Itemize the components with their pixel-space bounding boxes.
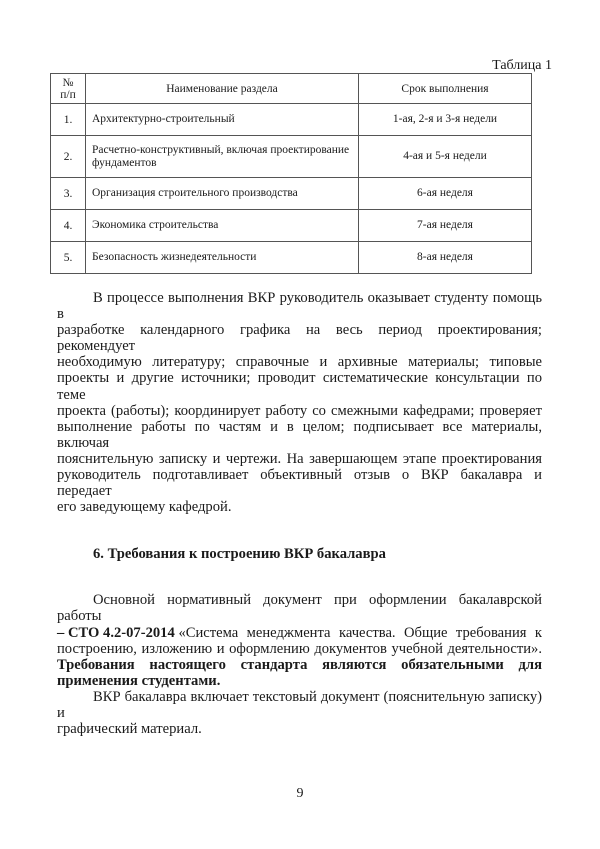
text-line: графический материал. — [57, 721, 202, 738]
table-row — [51, 136, 532, 178]
row-term: 8-ая неделя — [359, 242, 532, 274]
table-row — [51, 104, 532, 136]
row-term: 1-ая, 2-я и 3-я недели — [359, 104, 532, 136]
text-line: ВКР бакалавра включает текстовый документ (пояснительную записку) и — [57, 688, 542, 721]
row-num: 2. — [51, 136, 86, 178]
text-line: Основной нормативный документ при оформлении бакалаврской работы — [57, 592, 542, 625]
row-term: 7-ая неделя — [359, 210, 532, 242]
header-name: Наименование раздела — [86, 74, 359, 104]
row-name: Архитектурно-строительный — [86, 104, 359, 136]
text-line: проекты и другие источники; проводит систематические консультации по теме — [57, 370, 542, 403]
row-name: Организация строительного производства — [86, 178, 359, 210]
page-number: 9 — [296, 786, 304, 801]
row-name: Расчетно-конструктивный, включая проектирование фундаментов — [86, 136, 359, 178]
table-header-row — [51, 74, 532, 104]
header-num: № п/п — [51, 74, 86, 104]
row-num: 3. — [51, 178, 86, 210]
header-term: Срок выполнения — [359, 74, 532, 104]
row-term: 4-ая и 5-я недели — [359, 136, 532, 178]
text-line-bold: применения студентами. — [57, 672, 221, 689]
table-row — [51, 242, 532, 274]
text-line: разработке календарного графика на весь период проектирования; рекомендует — [57, 322, 542, 355]
text-line: построению, изложению и оформлению документов учебной деятельности». — [57, 640, 542, 657]
text-line — [57, 625, 542, 641]
table-caption: Таблица 1 — [492, 58, 552, 73]
text-line: пояснительную записку и чертежи. На завершающем этапе проектирования — [57, 450, 542, 467]
standard-code: – СТО 4.2-07-2014 — [57, 624, 175, 641]
schedule-table — [50, 73, 532, 274]
row-num: 4. — [51, 210, 86, 242]
text-line-bold: Требования настоящего стандарта являются обязательными для — [57, 656, 542, 673]
table-row — [51, 178, 532, 210]
row-name: Безопасность жизнедеятельности — [86, 242, 359, 274]
text-line: выполнение работы по частям и в целом; подписывает все материалы, включая — [57, 418, 542, 451]
section-heading: 6. Требования к построению ВКР бакалавра — [93, 546, 386, 563]
standard-title: «Система менеджмента качества. Общие требования к — [178, 624, 542, 641]
row-term: 6-ая неделя — [359, 178, 532, 210]
text-line: проекта (работы); координирует работу со смежными кафедрами; проверяет — [57, 402, 542, 419]
text-line: необходимую литературу; справочные и архивные материалы; типовые — [57, 354, 542, 371]
paragraph-supervisor-role — [57, 290, 542, 515]
table-row — [51, 210, 532, 242]
row-name: Экономика строительства — [86, 210, 359, 242]
text-line: его заведующему кафедрой. — [57, 499, 232, 516]
text-line: В процессе выполнения ВКР руководитель оказывает студенту помощь в — [57, 290, 542, 323]
text-line: руководитель подготавливает объективный отзыв о ВКР бакалавра и передает — [57, 467, 542, 500]
row-num: 5. — [51, 242, 86, 274]
row-num: 1. — [51, 104, 86, 136]
paragraph-standard — [57, 592, 542, 737]
